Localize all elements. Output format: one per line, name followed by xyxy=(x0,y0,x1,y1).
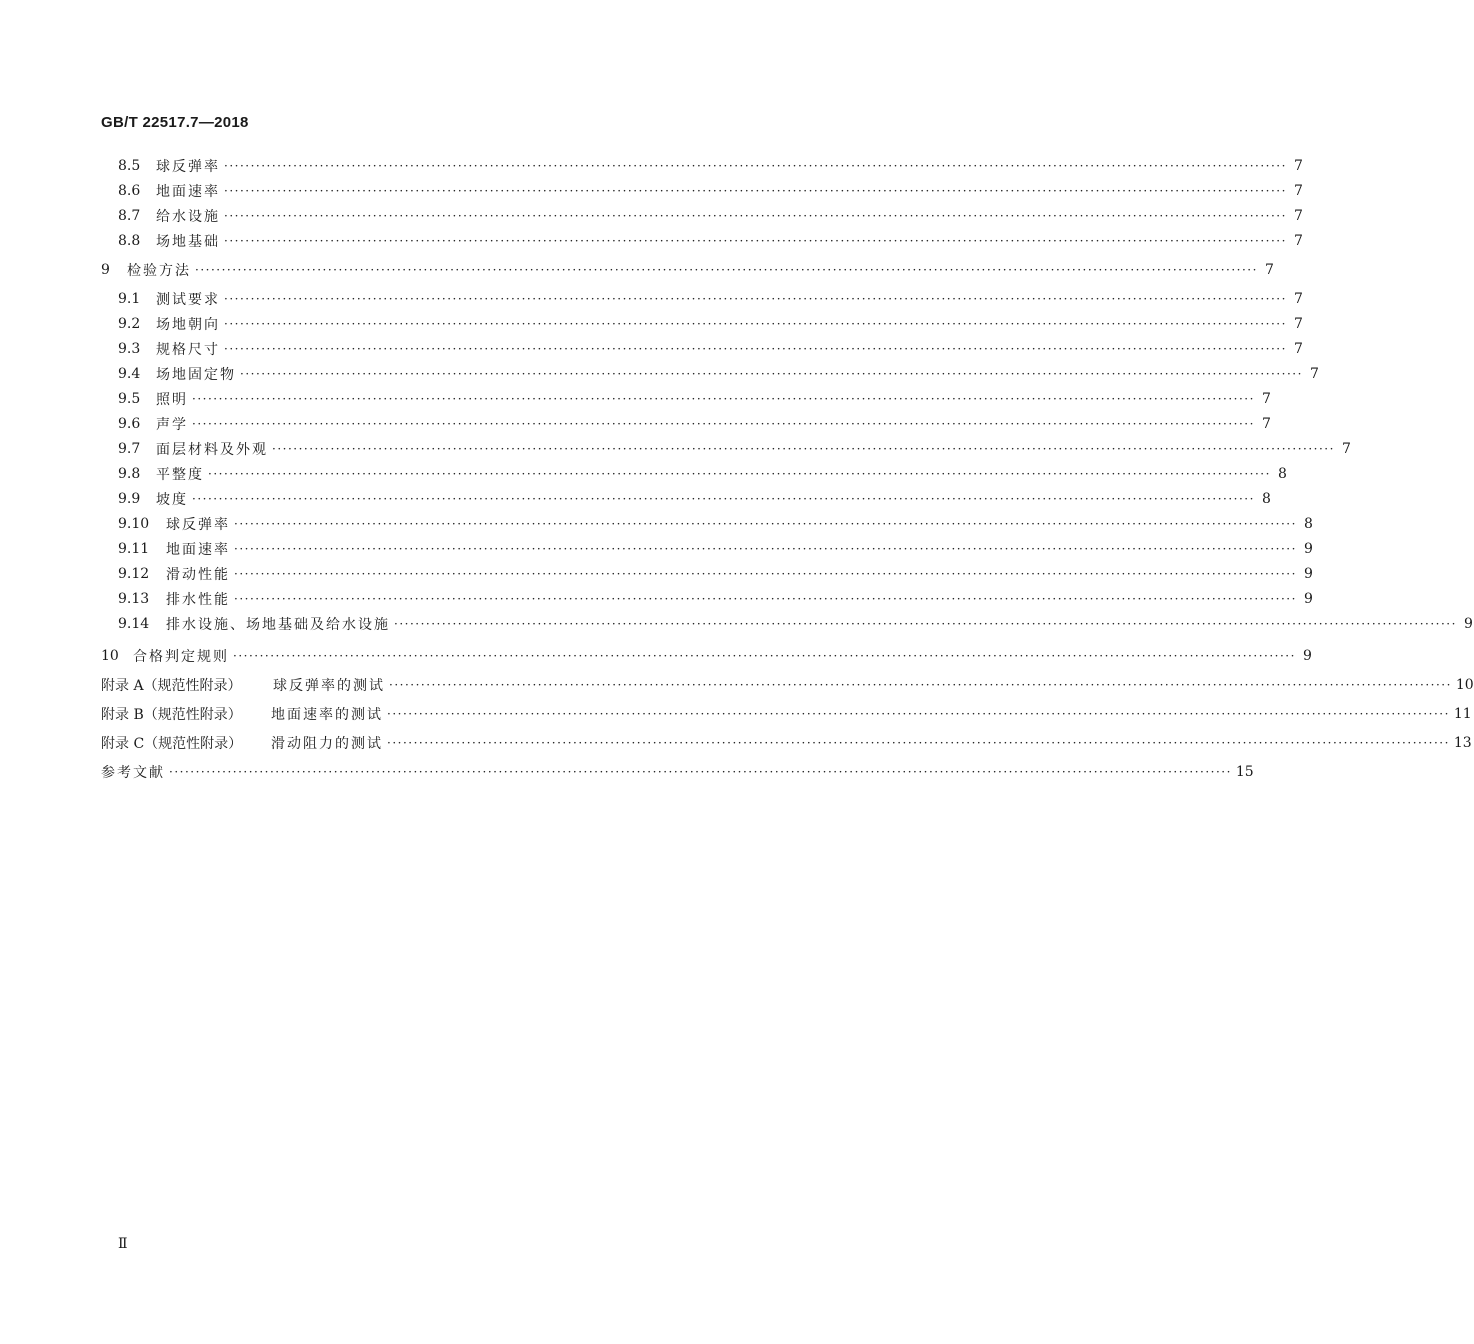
toc-entry-number: 9.2 xyxy=(118,316,141,332)
dot-leader: ········································································································································································································ xyxy=(233,649,1296,663)
toc-entry-page: 15 xyxy=(1235,764,1254,780)
toc-entry-title: 滑动性能 xyxy=(166,567,230,583)
toc-entry-page: 7 xyxy=(1293,316,1303,332)
toc-entry-title: 检验方法 xyxy=(127,263,191,279)
dot-leader: ········································································································································································································ xyxy=(234,517,1297,531)
toc-entry-number: 9.7 xyxy=(118,441,141,457)
dot-leader: ········································································································································································································ xyxy=(234,542,1297,556)
dot-leader: ········································································································································································································ xyxy=(234,592,1297,606)
dot-leader: ········································································································································································································ xyxy=(224,292,1287,306)
toc-entry[interactable] xyxy=(118,488,1271,510)
toc-entry-page: 7 xyxy=(1341,441,1351,457)
toc-entry-page: 7 xyxy=(1309,366,1319,382)
toc-entry-page: 10 xyxy=(1455,677,1474,693)
toc-entry[interactable] xyxy=(118,338,1303,360)
toc-entry[interactable] xyxy=(118,288,1303,310)
toc-entry-page: 13 xyxy=(1453,735,1472,751)
toc-entry-number: 9.8 xyxy=(118,466,141,482)
toc-entry[interactable] xyxy=(118,363,1319,385)
toc-entry-page: 7 xyxy=(1293,208,1303,224)
dot-leader: ········································································································································································································ xyxy=(387,736,1450,750)
toc-entry-page: 11 xyxy=(1453,706,1472,722)
toc-entry-title: 排水性能 xyxy=(166,592,230,608)
toc-entry-page: 8 xyxy=(1261,491,1271,507)
toc-entry-title: 场地固定物 xyxy=(156,367,236,383)
toc-entry-page: 7 xyxy=(1261,391,1271,407)
toc-entry-page: 7 xyxy=(1264,262,1274,278)
toc-entry-page: 7 xyxy=(1261,416,1271,432)
toc-entry-number: 附录 B（规范性附录） xyxy=(101,707,242,723)
toc-entry-title: 声学 xyxy=(156,417,188,433)
toc-entry[interactable] xyxy=(118,438,1351,460)
toc-entry[interactable] xyxy=(118,463,1287,485)
toc-entry-title: 坡度 xyxy=(156,492,188,508)
toc-entry-page: 8 xyxy=(1303,516,1313,532)
toc-entry-page: 7 xyxy=(1293,291,1303,307)
toc-entry-title: 测试要求 xyxy=(156,292,220,308)
toc-entry-page: 9 xyxy=(1303,591,1313,607)
toc-entry-number: 9.9 xyxy=(118,491,141,507)
dot-leader: ········································································································································································································ xyxy=(169,765,1232,779)
toc-entry-page: 9 xyxy=(1302,648,1312,664)
toc-entry-title: 球反弹率 xyxy=(166,517,230,533)
page-number: Ⅱ xyxy=(118,1236,128,1252)
dot-leader: ········································································································································································································ xyxy=(208,467,1271,481)
toc-entry[interactable] xyxy=(118,155,1303,177)
dot-leader: ········································································································································································································ xyxy=(192,492,1255,506)
toc-entry-page: 9 xyxy=(1463,616,1473,632)
toc-entry-title: 地面速率 xyxy=(156,184,220,200)
toc-entry-number: 8.7 xyxy=(118,208,141,224)
toc-entry-number: 9.4 xyxy=(118,366,141,382)
toc-entry-title: 球反弹率 xyxy=(156,159,220,175)
toc-entry[interactable] xyxy=(118,538,1313,560)
toc-entry-page: 7 xyxy=(1293,341,1303,357)
toc-entry[interactable] xyxy=(118,413,1271,435)
dot-leader: ········································································································································································································ xyxy=(387,707,1450,721)
toc-entry-number: 8.5 xyxy=(118,158,141,174)
toc-entry-title: 给水设施 xyxy=(156,209,220,225)
toc-entry-title: 参考文献 xyxy=(101,765,165,781)
toc-entry[interactable] xyxy=(118,613,1473,635)
toc-entry-number: 9.3 xyxy=(118,341,141,357)
toc-entry-number: 9.11 xyxy=(118,541,150,557)
dot-leader: ········································································································································································································ xyxy=(192,417,1255,431)
toc-entry-page: 7 xyxy=(1293,183,1303,199)
dot-leader: ········································································································································································································ xyxy=(224,234,1287,248)
toc-entry-number: 9.14 xyxy=(118,616,150,632)
toc-entry[interactable] xyxy=(118,388,1271,410)
toc-entry-number: 10 xyxy=(101,648,119,664)
toc-entry-page: 9 xyxy=(1303,566,1313,582)
toc-entry-number: 9.10 xyxy=(118,516,150,532)
toc-entry[interactable] xyxy=(101,674,1474,696)
dot-leader: ········································································································································································································ xyxy=(272,442,1335,456)
dot-leader: ········································································································································································································ xyxy=(394,617,1457,631)
toc-entry[interactable] xyxy=(118,230,1303,252)
toc-entry-number: 9.13 xyxy=(118,591,150,607)
toc-entry-page: 7 xyxy=(1293,233,1303,249)
dot-leader: ········································································································································································································ xyxy=(224,317,1287,331)
toc-entry-number: 附录 C（规范性附录） xyxy=(101,736,243,752)
toc-entry[interactable] xyxy=(118,588,1313,610)
toc-entry-title: 平整度 xyxy=(156,467,204,483)
toc-entry-number: 9.1 xyxy=(118,291,141,307)
toc-entry-title: 地面速率的测试 xyxy=(271,707,383,723)
toc-entry-number: 8.6 xyxy=(118,183,141,199)
toc-entry-title: 排水设施、场地基础及给水设施 xyxy=(166,617,390,633)
toc-entry-title: 面层材料及外观 xyxy=(156,442,268,458)
toc-entry-number: 8.8 xyxy=(118,233,141,249)
toc-entry[interactable] xyxy=(101,645,1312,667)
toc-entry[interactable] xyxy=(118,563,1313,585)
toc-entry[interactable] xyxy=(101,761,1254,783)
dot-leader: ········································································································································································································ xyxy=(224,342,1287,356)
toc-entry-title: 场地朝向 xyxy=(156,317,220,333)
toc-entry-page: 8 xyxy=(1277,466,1287,482)
toc-entry[interactable] xyxy=(118,313,1303,335)
dot-leader: ········································································································································································································ xyxy=(224,184,1287,198)
dot-leader: ········································································································································································································ xyxy=(192,392,1255,406)
toc-entry[interactable] xyxy=(118,513,1313,535)
toc-entry-title: 滑动阻力的测试 xyxy=(271,736,383,752)
toc-entry-page: 9 xyxy=(1303,541,1313,557)
toc-entry-title: 球反弹率的测试 xyxy=(273,678,385,694)
toc-entry-page: 7 xyxy=(1293,158,1303,174)
toc-entry-title: 地面速率 xyxy=(166,542,230,558)
toc-entry-number: 9.5 xyxy=(118,391,141,407)
dot-leader: ········································································································································································································ xyxy=(389,678,1452,692)
dot-leader: ········································································································································································································ xyxy=(224,209,1287,223)
toc-entry-number: 9.12 xyxy=(118,566,150,582)
toc-entry-title: 场地基础 xyxy=(156,234,220,250)
toc-entry-title: 照明 xyxy=(156,392,188,408)
toc-entry-title: 规格尺寸 xyxy=(156,342,220,358)
toc-entry[interactable] xyxy=(118,180,1303,202)
dot-leader: ········································································································································································································ xyxy=(240,367,1303,381)
dot-leader: ········································································································································································································ xyxy=(224,159,1287,173)
toc-entry[interactable] xyxy=(101,732,1472,754)
toc-entry-number: 9 xyxy=(101,262,110,278)
toc-entry[interactable] xyxy=(101,703,1472,725)
toc-entry[interactable] xyxy=(101,259,1274,281)
toc-entry-title: 合格判定规则 xyxy=(133,649,229,665)
standard-code-header: GB/T 22517.7—2018 xyxy=(101,114,249,131)
toc-entry-number: 附录 A（规范性附录） xyxy=(101,678,242,694)
dot-leader: ········································································································································································································ xyxy=(195,263,1258,277)
dot-leader: ········································································································································································································ xyxy=(234,567,1297,581)
toc-entry[interactable] xyxy=(118,205,1303,227)
toc-entry-number: 9.6 xyxy=(118,416,141,432)
